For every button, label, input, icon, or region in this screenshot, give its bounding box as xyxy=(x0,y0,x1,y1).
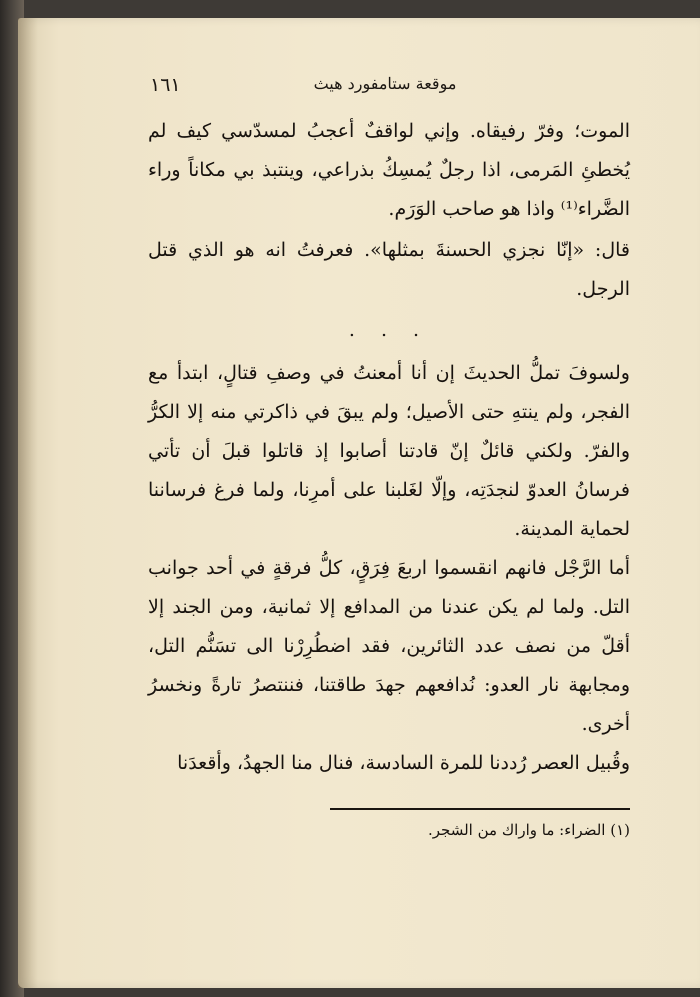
paragraph-2: قال: «إنّا نجزي الحسنةَ بمثلها». فعرفتُ انه هو الذي قتل الرجل. xyxy=(148,239,630,300)
page-header xyxy=(150,74,620,104)
footnote: (١) الضراء: ما واراك من الشجر. xyxy=(427,821,630,839)
paragraph-3: ولسوفَ تملُّ الحديثَ إن أنا أمعنتُ في وصفِ قتالٍ، ابتدأ مع الفجر، ولم ينتهِ حتى الأصيل؛ ولم يبقَ في ذاكرتي منه إلا الكرُّ والفرّ. ولكني قائلٌ إنّ قادتنا أصابوا إذ قاتلوا قبلَ أن تأتي فرسانُ العدوّ لنجدَتِه، وإلّا لغَلبنا على أمرِنا، ولما فرغ فرساننا لحماية المدينة. xyxy=(148,362,630,540)
paragraph-4: أما الرَّجْل فانهم انقسموا اربعَ فِرَقٍ، كلُّ فرقةٍ في أحد جوانب التل. ولما لم يكن عندنا من المدافع إلا ثمانية، ومن الجند إلا أقلّ من نصف عدد الثائرين، فقد اضطُرِرْنا الى تسَنُّم التل، ومجابهة نار العدو: نُدافعهم جهدَ طاقتنا، فننتصرُ تارةً ونخسرُ أخرى. xyxy=(148,557,630,735)
page-number: ١٦١ xyxy=(150,74,181,96)
footnote-rule xyxy=(330,808,630,810)
running-head: موقعة ستامفورد هيث xyxy=(313,74,457,93)
paragraph-1: الموت؛ وفرّ رفيقاه. وإني لواقفٌ أعجبُ لمسدّسي كيف لم يُخطئِ المَرمى، اذا رجلٌ يُمسِكُ بذراعي، وينتبذ بي مكاناً وراء الضَّراء⁽¹⁾ واذا هو صاحب الوَرَم. xyxy=(148,120,630,220)
paragraph-5: وقُبيل العصر رُددنا للمرة السادسة، فنال منا الجهدُ، وأقعدَنا xyxy=(177,752,630,774)
page-gutter-shadow xyxy=(18,18,38,988)
body-text xyxy=(148,112,630,783)
section-separator: . . . xyxy=(348,319,430,341)
